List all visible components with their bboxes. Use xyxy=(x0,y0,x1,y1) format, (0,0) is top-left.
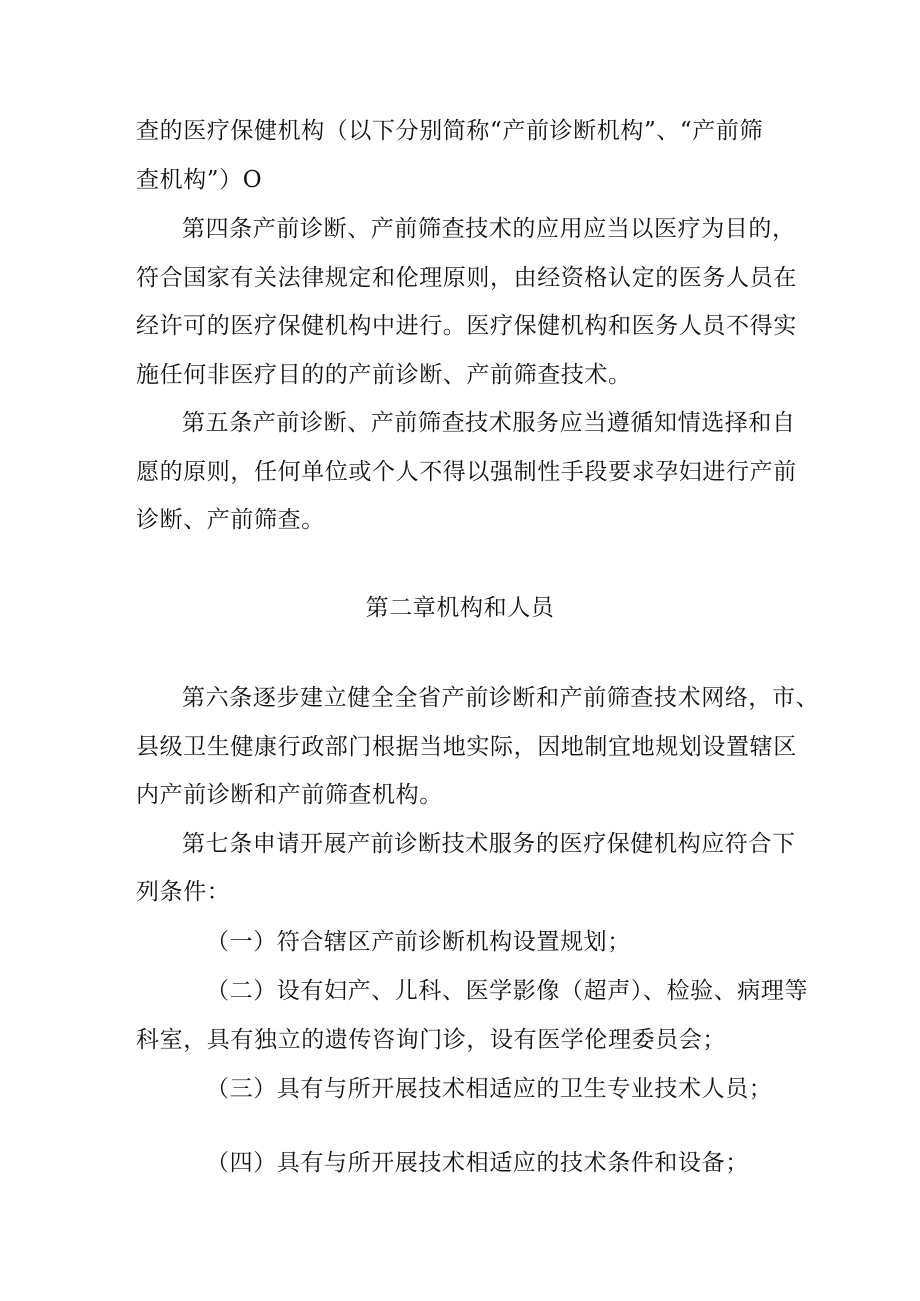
condition-4-line: （四）具有与所开展技术相适应的技术条件和设备； xyxy=(206,1150,749,1176)
article-4-line: 经许可的医疗保健机构中进行。医疗保健机构和医务人员不得实 xyxy=(136,313,797,339)
article-5-line: 第五条产前诊断、产前筛查技术服务应当遵循知情选择和自 xyxy=(182,410,796,436)
article-7-line: 列条件： xyxy=(136,879,231,905)
article-7-line: 第七条申请开展产前诊断技术服务的医疗保健机构应符合下 xyxy=(182,831,796,857)
condition-2-line: （二）设有妇产、儿科、医学影像（超声）、检验、病理等 xyxy=(206,978,809,1004)
article-5-line: 愿的原则，任何单位或个人不得以强制性手段要求孕妇进行产前 xyxy=(136,459,797,485)
article-6-line: 县级卫生健康行政部门根据当地实际，因地制宜地规划设置辖区 xyxy=(136,734,797,760)
article-4-line: 第四条产前诊断、产前筛查技术的应用应当以医疗为目的， xyxy=(182,216,796,242)
article-6-line: 第六条逐步建立健全全省产前诊断和产前筛查技术网络，市、 xyxy=(182,685,820,711)
article-6-line: 内产前诊断和产前筛查机构。 xyxy=(136,782,443,808)
condition-2-line: 科室，具有独立的遗传咨询门诊，设有医学伦理委员会； xyxy=(136,1027,726,1053)
chapter-title: 第二章机构和人员 xyxy=(365,595,555,621)
paragraph-line: 查的医疗保健机构（以下分别简称“产前诊断机构”、“产前筛 xyxy=(136,118,764,144)
condition-1-line: （一）符合辖区产前诊断机构设置规划； xyxy=(206,929,631,955)
paragraph-line: 查机构”）O xyxy=(136,167,263,193)
article-4-line: 符合国家有关法律规定和伦理原则，由经资格认定的医务人员在 xyxy=(136,265,797,291)
article-5-line: 诊断、产前筛查。 xyxy=(136,507,325,533)
condition-3-line: （三）具有与所开展技术相适应的卫生专业技术人员； xyxy=(206,1076,773,1102)
article-4-line: 施任何非医疗目的的产前诊断、产前筛查技术。 xyxy=(136,362,632,388)
